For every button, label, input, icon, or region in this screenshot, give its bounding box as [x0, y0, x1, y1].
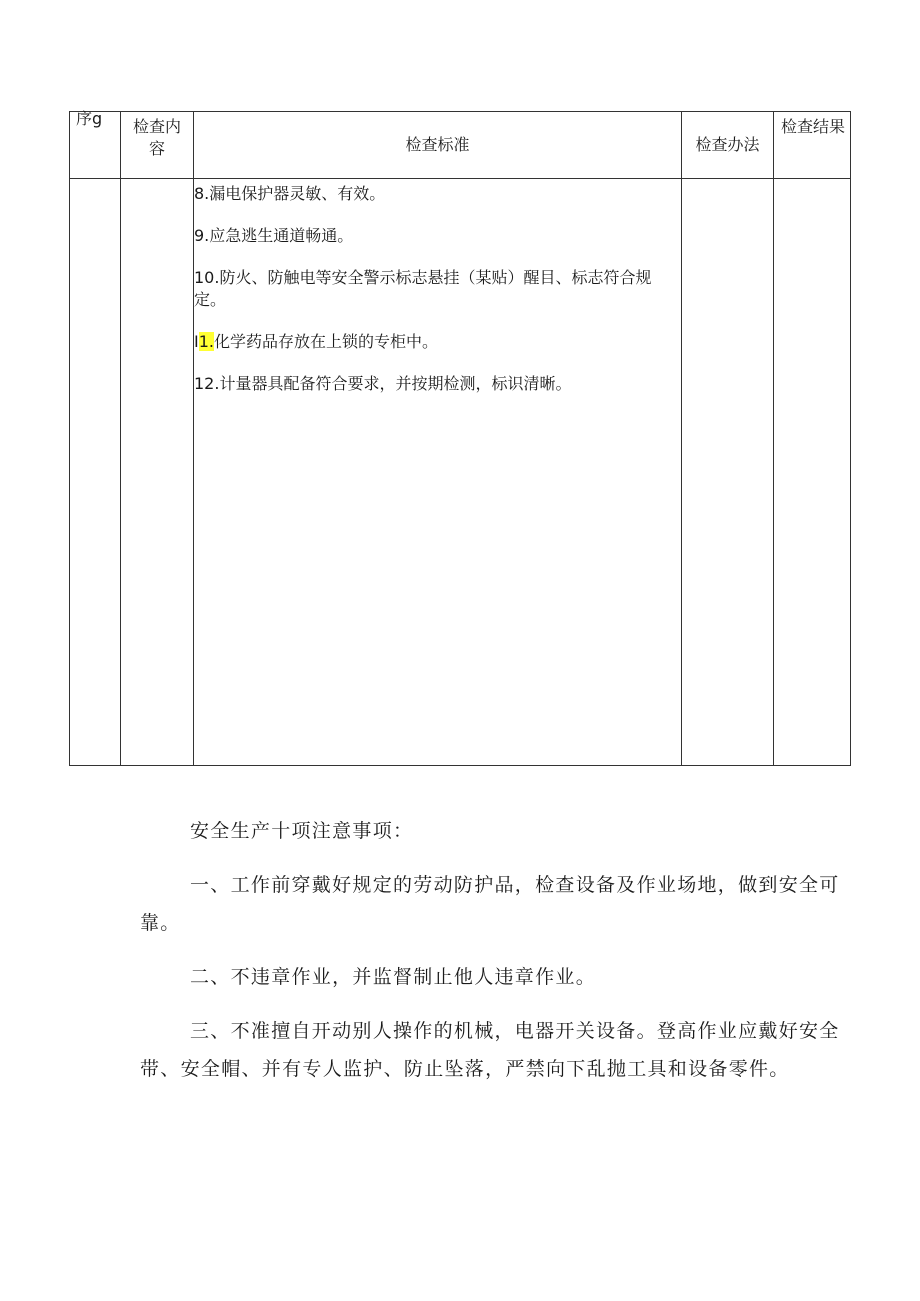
- standard-list: [194, 183, 680, 415]
- inspection-table: [69, 111, 851, 766]
- notes-item-3: 三、不准擅自开动别人操作的机械，电器开关设备。登高作业应戴好安全带、安全帽、并有专人监护、防止坠落，严禁向下乱抛工具和设备零件。: [140, 1020, 840, 1080]
- header-content: [121, 116, 193, 160]
- standard-item-9: [194, 225, 680, 247]
- standard-item-12: [194, 373, 680, 395]
- column-divider: [681, 112, 682, 765]
- standard-text: 化学药品存放在上锁的专柜中。: [213, 332, 438, 351]
- standard-text: 应急逃生通道畅通。: [209, 226, 354, 245]
- standard-text: 防火、防触电等安全警示标志悬挂（某贴）醒目、标志符合规定。: [194, 268, 652, 309]
- column-divider: [773, 112, 774, 765]
- header-method: 检查办法: [695, 135, 760, 154]
- header-result: 检查结果: [780, 117, 845, 136]
- standard-number: 8.: [194, 184, 210, 203]
- standard-number: 12.: [194, 374, 220, 393]
- header-seq: 序g: [76, 109, 103, 128]
- header-divider: [70, 178, 850, 179]
- standard-number: 10.: [194, 268, 220, 287]
- standard-text: 计量器具配备符合要求，并按期检测，标识清晰。: [219, 374, 572, 393]
- safety-notes: [140, 812, 852, 1104]
- standard-item-11: [194, 331, 680, 353]
- standard-item-10: [194, 267, 680, 311]
- standard-text: 漏电保护器灵敏、有效。: [209, 184, 386, 203]
- header-standard: 检查标准: [405, 135, 470, 154]
- header-content-line1: 检查内: [132, 117, 181, 136]
- standard-number: 9.: [194, 226, 210, 245]
- standard-number-prefix: I: [194, 332, 199, 351]
- notes-item-1: 一、工作前穿戴好规定的劳动防护品，检查设备及作业场地，做到安全可靠。: [140, 874, 840, 934]
- column-divider: [120, 112, 121, 765]
- standard-item-8: [194, 183, 680, 205]
- standard-number-highlighted: 1.: [198, 332, 214, 351]
- notes-title: 安全生产十项注意事项：: [190, 820, 414, 842]
- notes-item-2: 二、不违章作业，并监督制止他人违章作业。: [190, 966, 597, 988]
- header-content-line2: 容: [148, 139, 165, 158]
